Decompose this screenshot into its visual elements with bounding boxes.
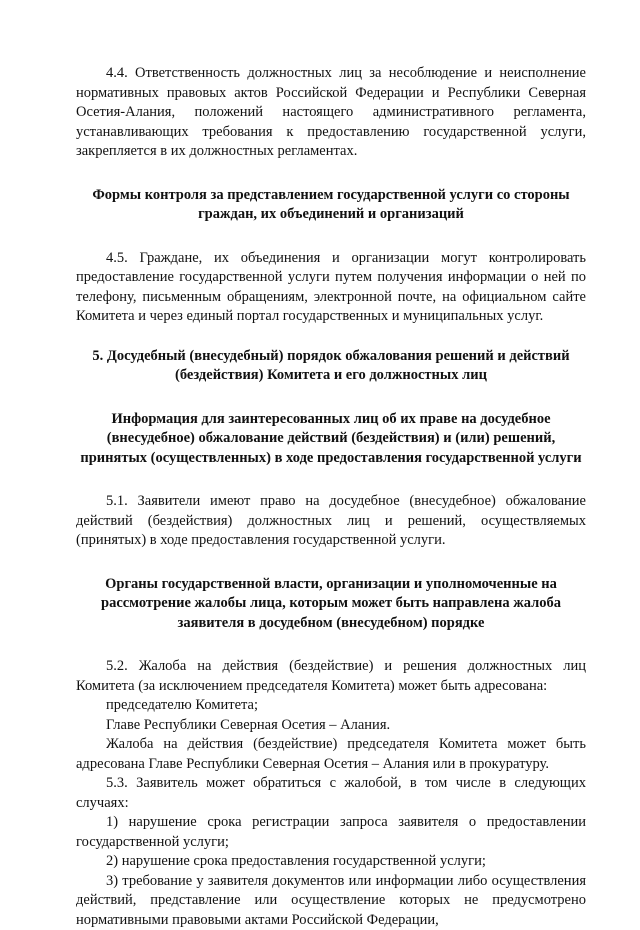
list-item-1: 1) нарушение срока регистрации запроса заявителя о предоставлении государственной услуги; bbox=[76, 813, 586, 852]
section-heading-5: 5. Досудебный (внесудебный) порядок обжалования решений и действий (бездействия) Комитета и его должностных лиц bbox=[76, 347, 586, 386]
paragraph-4-4: 4.4. Ответственность должностных лиц за несоблюдение и неисполнение нормативных правовых актов Российской Федерации и Республики Северная Осетия-Алания, положений настоящего административного регламента, устанавливающих требования к предоставлению государственной услуги, закрепляется в их должностных регламентах. bbox=[76, 64, 586, 162]
list-item-head-of-republic: Главе Республики Северная Осетия – Алания. bbox=[76, 716, 586, 736]
list-item-chairman: председателю Комитета; bbox=[76, 696, 586, 716]
spacer bbox=[76, 633, 586, 657]
spacer bbox=[76, 551, 586, 575]
section-heading-appeal-info: Информация для заинтересованных лиц об их праве на досудебное (внесудебное) обжалование действий (бездействия) и (или) решений, принятых (осуществленных) в ходе предоставления государственной услуги bbox=[76, 410, 586, 469]
spacer bbox=[76, 468, 586, 492]
list-item-3: 3) требование у заявителя документов или информации либо осуществления действий, представление или осуществление которых не предусмотрено нормативными правовыми актами Российской Федерации, bbox=[76, 872, 586, 930]
list-item-2: 2) нарушение срока предоставления государственной услуги; bbox=[76, 852, 586, 872]
section-heading-appeal-bodies: Органы государственной власти, организации и уполномоченные на рассмотрение жалобы лица, которым может быть направлена жалоба заявителя в досудебном (внесудебном) порядке bbox=[76, 575, 586, 634]
spacer bbox=[76, 386, 586, 410]
spacer bbox=[76, 225, 586, 249]
spacer bbox=[76, 327, 586, 347]
paragraph-complaint-chairman: Жалоба на действия (бездействие) председателя Комитета может быть адресована Главе Республики Северная Осетия – Алания или в прокуратуру. bbox=[76, 735, 586, 774]
paragraph-5-3: 5.3. Заявитель может обратиться с жалобой, в том числе в следующих случаях: bbox=[76, 774, 586, 813]
section-heading-control-forms: Формы контроля за представлением государственной услуги со стороны граждан, их объединений и организаций bbox=[76, 186, 586, 225]
paragraph-4-5: 4.5. Граждане, их объединения и организации могут контролировать предоставление государственной услуги путем получения информации о ней по телефону, письменным обращениям, электронной почте, на официальном сайте Комитета и через единый портал государственных и муниципальных услуг. bbox=[76, 249, 586, 327]
paragraph-5-2: 5.2. Жалоба на действия (бездействие) и решения должностных лиц Комитета (за исключением председателя Комитета) может быть адресована: bbox=[76, 657, 586, 696]
spacer bbox=[76, 162, 586, 186]
paragraph-5-1: 5.1. Заявители имеют право на досудебное (внесудебное) обжалование действий (бездействия) должностных лиц и решений, осуществляемых (принятых) в ходе предоставления государственной услуги. bbox=[76, 492, 586, 551]
